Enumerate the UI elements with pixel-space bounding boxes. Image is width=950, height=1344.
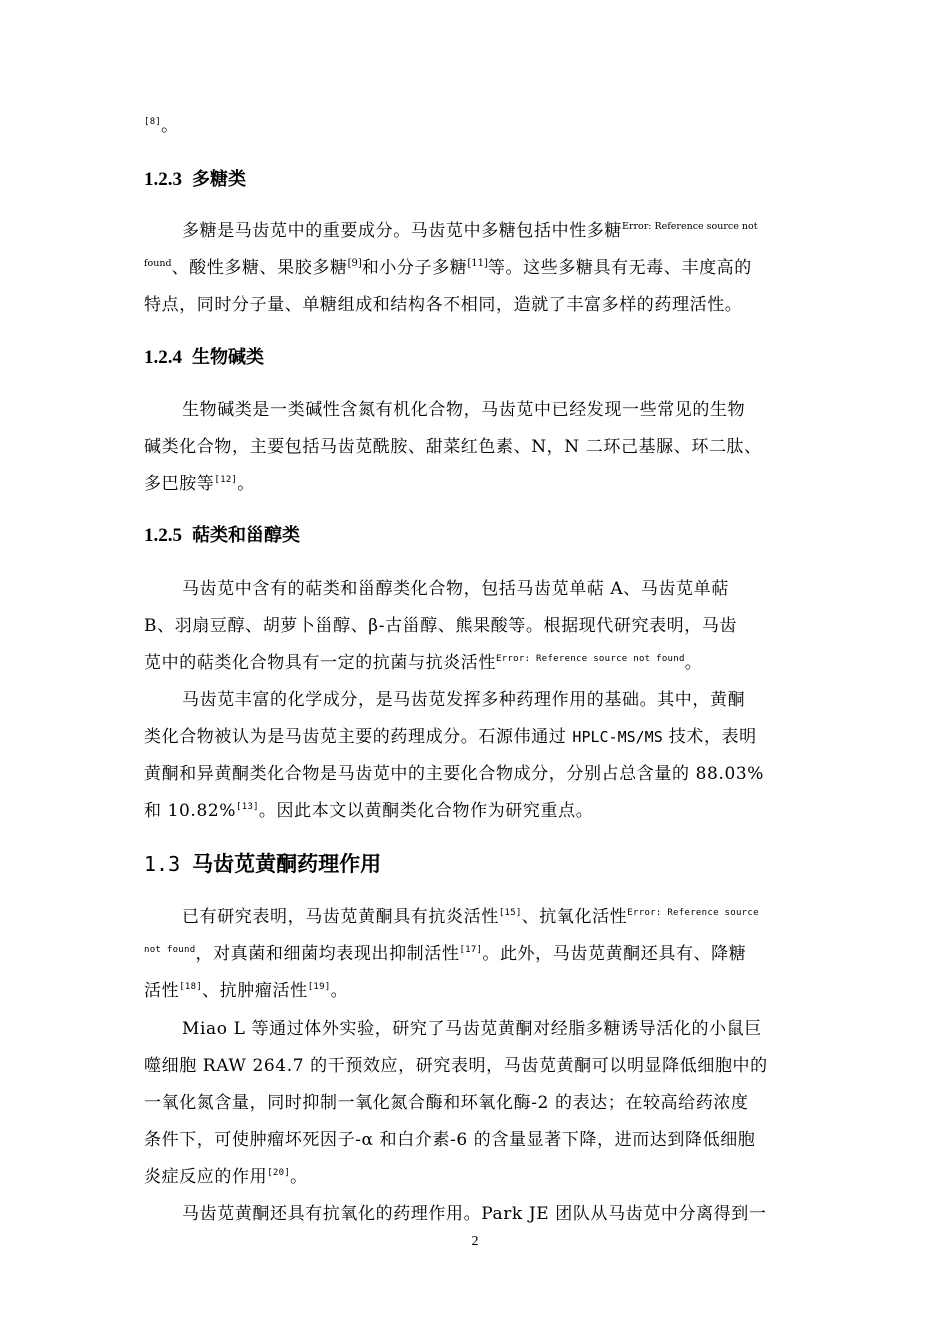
reference-error: Error: Reference source bbox=[627, 908, 759, 918]
citation: [11] bbox=[467, 258, 488, 269]
paragraph-line: 马齿苋丰富的化学成分，是马齿苋发挥多种药理作用的基础。其中，黄酮 bbox=[182, 690, 746, 710]
paragraph-line: 已有研究表明，马齿苋黄酮具有抗炎活性[15]、抗氧化活性$^{Error: Reference source}$ bbox=[182, 907, 759, 927]
paragraph-line: 多糖是马齿苋中的重要成分。马齿苋中多糖包括中性多糖$^{Error: Reference source not}$ bbox=[182, 221, 758, 241]
paragraph-line: 苋中的萜类化合物具有一定的抗菌与抗炎活性$^{Error: Reference source not found}$。 bbox=[144, 653, 703, 673]
citation: [13] bbox=[236, 802, 259, 812]
reference-error: not found bbox=[144, 945, 196, 955]
paragraph-line: 多巴胺等[12]。 bbox=[144, 474, 255, 494]
citation: [18] bbox=[179, 982, 203, 992]
paragraph-line: $^{not found}$，对真菌和细菌均表现出抑制活性[17]。此外，马齿苋黄酮还具有、降糖 bbox=[144, 944, 747, 964]
paragraph-line: 噬细胞 RAW 264.7 的干预效应，研究表明，马齿苋黄酮可以明显降低细胞中的 bbox=[144, 1056, 768, 1076]
paragraph-line: 生物碱类是一类碱性含氮有机化合物，马齿苋中已经发现一些常见的生物 bbox=[182, 400, 746, 420]
reference-error: Error: Reference source not bbox=[622, 221, 758, 232]
paragraph-line: 活性[18]、抗肿瘤活性[19]。 bbox=[144, 981, 349, 1001]
page-number: 2 bbox=[471, 1234, 479, 1249]
section-heading-1-3: 1.3 马齿苋黄酮药理作用 bbox=[144, 852, 382, 876]
paragraph-line: 特点，同时分子量、单糖组成和结构各不相同，造就了丰富多样的药理活性。 bbox=[144, 295, 743, 315]
section-heading-1-2-3: 1.2.3 多糖类 bbox=[144, 169, 246, 190]
citation: [17] bbox=[459, 945, 483, 955]
reference-error: Error: Reference source not found bbox=[496, 654, 685, 664]
paragraph-line: B、羽扇豆醇、胡萝卜甾醇、β-古甾醇、熊果酸等。根据现代研究表明，马齿 bbox=[144, 616, 738, 636]
citation: [15] bbox=[498, 908, 522, 918]
paragraph-line: 马齿苋黄酮还具有抗氧化的药理作用。Park JE 团队从马齿苋中分离得到一 bbox=[182, 1204, 767, 1224]
citation: [8] bbox=[144, 117, 162, 127]
citation: [9] bbox=[347, 258, 362, 269]
paragraph-line: Miao L 等通过体外实验，研究了马齿苋黄酮对经脂多糖诱导活化的小鼠巨 bbox=[182, 1019, 762, 1039]
citation: [12] bbox=[214, 475, 238, 485]
paragraph-line: 一氧化氮含量，同时抑制一氧化氮合酶和环氧化酶-2 的表达；在较高给药浓度 bbox=[144, 1093, 749, 1113]
paragraph-line: $^{found}$、酸性多糖、果胶多糖[9]和小分子多糖[11]等。这些多糖具有无毒、丰度高的 bbox=[144, 258, 752, 278]
paragraph-continuation: [8]。 bbox=[144, 116, 179, 136]
paragraph-line: 炎症反应的作用[20]。 bbox=[144, 1167, 308, 1187]
paragraph-line: 类化合物被认为是马齿苋主要的药理成分。石源伟通过 HPLC-MS/MS 技术，表明 bbox=[144, 727, 757, 747]
reference-error: found bbox=[144, 258, 172, 269]
paragraph-line: 黄酮和异黄酮类化合物是马齿苋中的主要化合物成分，分别占总含量的 88.03% bbox=[144, 764, 765, 784]
paragraph-line: 条件下，可使肿瘤坏死因子-α 和白介素-6 的含量显著下降，进而达到降低细胞 bbox=[144, 1130, 756, 1150]
section-heading-1-2-4: 1.2.4 生物碱类 bbox=[144, 347, 264, 368]
section-heading-1-2-5: 1.2.5 萜类和甾醇类 bbox=[144, 525, 300, 546]
paragraph-line: 和 10.82%[13]。因此本文以黄酮类化合物作为研究重点。 bbox=[144, 801, 594, 821]
citation: [20] bbox=[267, 1168, 291, 1178]
paragraph-line: 碱类化合物，主要包括马齿苋酰胺、甜菜红色素、N，N 二环己基脲、环二肽、 bbox=[144, 437, 762, 457]
citation: [19] bbox=[307, 982, 331, 992]
paragraph-line: 马齿苋中含有的萜类和甾醇类化合物，包括马齿苋单萜 A、马齿苋单萜 bbox=[182, 579, 729, 599]
